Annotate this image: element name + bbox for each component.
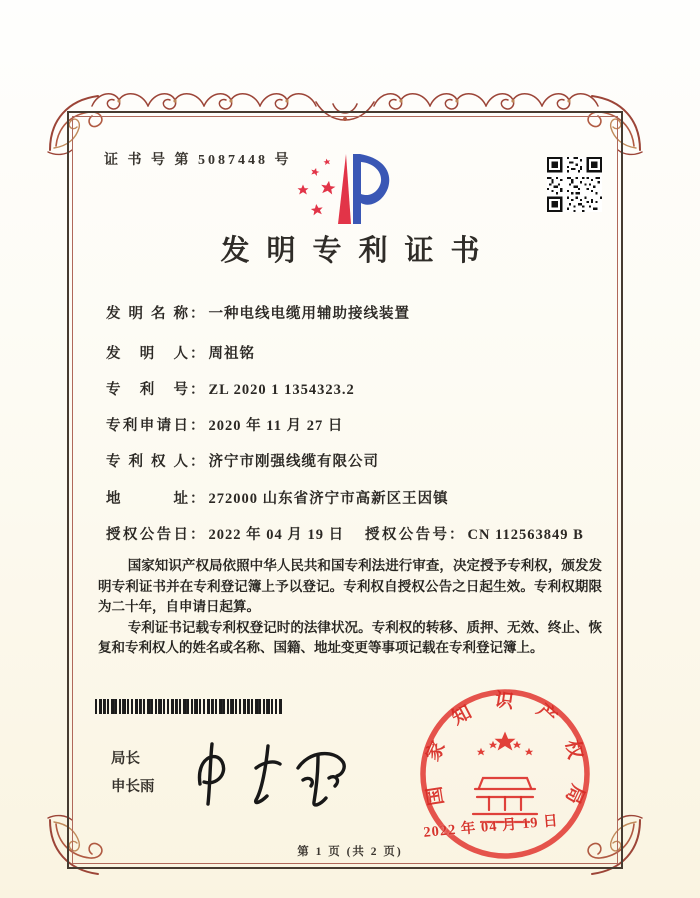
field-label: 授权公告号: [365, 527, 447, 543]
field-value: 一种电线电缆用辅助接线装置: [208, 306, 410, 322]
qr-code: [547, 157, 602, 212]
field-label: 专利权人: [106, 454, 188, 470]
legal-paragraph-2: 专利证书记载专利权登记时的法律状况。专利权的转移、质押、无效、终止、恢复和专利权人的姓名或名称、国籍、地址变更等事项记载在专利登记簿上。: [98, 619, 602, 655]
commissioner-name: 申长雨: [111, 779, 155, 795]
field-value: 272000 山东省济宁市高新区王因镇: [208, 491, 449, 507]
field-grant-row: [106, 523, 626, 544]
field-address: 地址 ： 272000 山东省济宁市高新区王因镇: [106, 487, 449, 508]
field-label: 授权公告日: [106, 527, 188, 543]
field-value: 2022 年 04 月 19 日: [208, 527, 345, 543]
field-label: 发明名称: [106, 306, 188, 322]
field-label: 发明人: [106, 346, 188, 362]
certificate-title: 发明专利证书: [220, 235, 497, 267]
field-label: 地址: [106, 491, 188, 507]
field-value: 2020 年 11 月 27 日: [208, 418, 344, 434]
field-filing-date: 专利申请日 ： 2020 年 11 月 27 日: [106, 414, 343, 435]
commissioner-title: 局长: [111, 751, 140, 767]
legal-text: [98, 556, 602, 659]
field-label: 专利号: [106, 382, 188, 398]
field-label: 专利申请日: [106, 418, 188, 434]
field-inventor: 发明人 ： 周祖铭: [106, 342, 255, 363]
field-value: CN 112563849 B: [467, 527, 584, 543]
field-grant-date: 授权公告日 ： 2022 年 04 月 19 日: [106, 527, 344, 543]
page-footer: 第 1 页 (共 2 页): [297, 846, 403, 858]
field-patent-no: 专利号 ： ZL 2020 1 1354323.2: [106, 378, 355, 399]
field-value: 济宁市刚强线缆有限公司: [208, 454, 379, 470]
field-grant-no: 授权公告号 ： CN 112563849 B: [365, 523, 584, 544]
seal-ring-text: 国家知识产权局: [420, 689, 590, 827]
cnipa-logo-icon: [283, 148, 403, 232]
commissioner-signature: [182, 738, 367, 823]
fields-section: [106, 302, 626, 552]
barcode: [95, 699, 282, 714]
field-value: 周祖铭: [208, 346, 255, 362]
seal-date: 2022 年 04 月 19 日: [422, 813, 560, 841]
legal-paragraph-1: 国家知识产权局依照中华人民共和国专利法进行审查，决定授予专利权，颁发发明专利证书并在专利登记簿上予以登记。专利权自授权公告之日起生效。专利权期限为二十年，自申请日起算。: [98, 558, 602, 614]
field-value: ZL 2020 1 1354323.2: [208, 382, 355, 398]
field-patentee: 专利权人 ： 济宁市刚强线缆有限公司: [106, 450, 379, 471]
field-invention-name: 发明名称 ： 一种电线电缆用辅助接线装置: [106, 302, 410, 323]
certificate-number: 证 书 号 第 5087448 号: [104, 153, 292, 168]
